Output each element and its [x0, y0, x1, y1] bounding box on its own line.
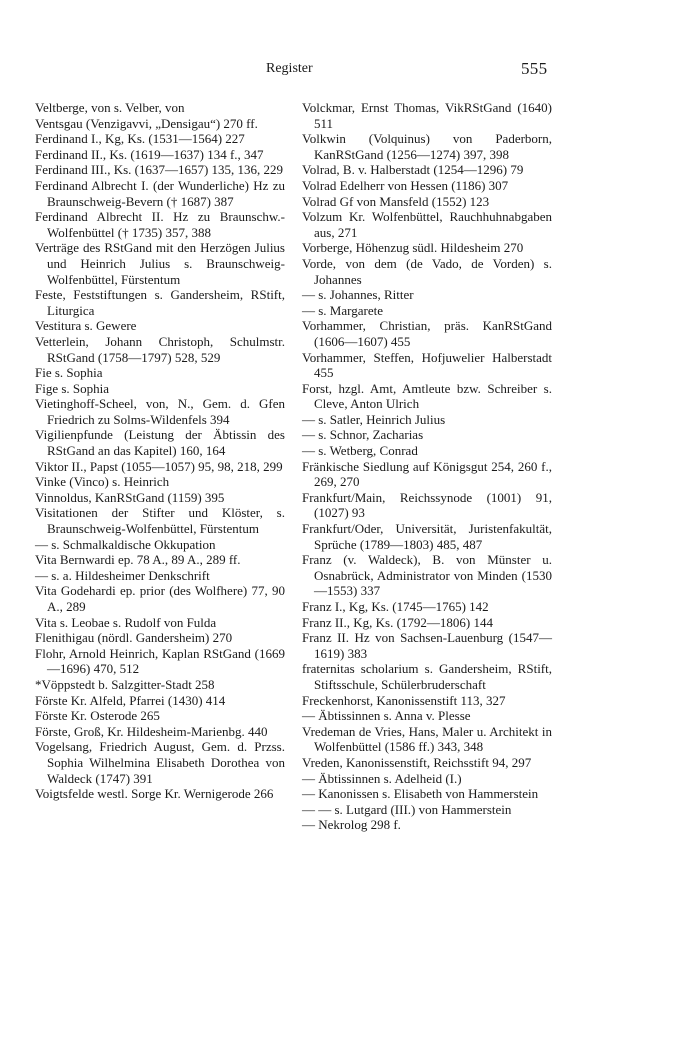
- index-entry: Vorhammer, Steffen, Hofjuwelier Halberstadt 455: [302, 349, 552, 381]
- index-entry: Fige s. Sophia: [35, 380, 110, 396]
- index-entry: Volrad Gf von Mansfeld (1552) 123: [302, 193, 490, 209]
- index-entry: — — s. Lutgard (III.) von Hammerstein: [302, 801, 512, 817]
- index-entry: — s. Schmalkaldische Okkupation: [35, 536, 216, 552]
- index-entry: Franz (v. Waldeck), B. von Münster u. Osnabrück, Administrator von Minden (1530—1553) 337: [302, 552, 552, 599]
- index-entry: — s. a. Hildesheimer Denkschrift: [35, 567, 210, 583]
- index-entry: — Kanonissen s. Elisabeth von Hammerstein: [302, 786, 539, 802]
- index-entry: Vinnoldus, KanRStGand (1159) 395: [35, 489, 225, 505]
- index-entry: Förste, Groß, Kr. Hildesheim-Marienbg. 440: [35, 723, 268, 739]
- index-entry: — s. Schnor, Zacharias: [302, 427, 424, 443]
- index-entry: fraternitas scholarium s. Gandersheim, RStift, Stiftsschule, Schülerbruderschaft: [302, 661, 552, 692]
- index-entry: Frankfurt/Oder, Universität, Juristenfakultät, Sprüche (1789—1803) 485, 487: [302, 521, 552, 552]
- index-entry: Volrad Edelherr von Hessen (1186) 307: [302, 177, 509, 193]
- index-entry: Ferdinand I., Kg, Ks. (1531—1564) 227: [35, 131, 245, 147]
- index-entry: Volrad, B. v. Halberstadt (1254—1296) 79: [302, 162, 524, 178]
- index-entry: Ferdinand Albrecht I. (der Wunderliche) Hz zu Braunschweig-Bevern († 1687) 387: [35, 177, 285, 209]
- index-entry: Volzum Kr. Wolfenbüttel, Rauchhuhnabgaben aus, 271: [302, 209, 552, 240]
- index-entry: Voigtsfelde westl. Sorge Kr. Wernigerode 266: [35, 786, 274, 802]
- index-entry: — s. Johannes, Ritter: [302, 287, 414, 303]
- index-entry: — s. Wetberg, Conrad: [302, 443, 418, 459]
- page-number: 555: [521, 59, 548, 78]
- index-entry: Verträge des RStGand mit den Herzögen Julius und Heinrich Julius s. Braunschweig-Wolfenbüttel, Fürstentum: [35, 240, 285, 287]
- index-entry: Franz I., Kg, Ks. (1745—1765) 142: [302, 599, 489, 614]
- index-entry: Franz II. Hz von Sachsen-Lauenburg (1547—1619) 383: [302, 630, 552, 661]
- index-entry: Fränkische Siedlung auf Königsgut 254, 260 f., 269, 270: [302, 458, 552, 490]
- index-entry: — Äbtissinnen s. Anna v. Plesse: [302, 708, 471, 724]
- index-entry: Veltberge, von s. Velber, von: [35, 100, 185, 115]
- index-entry: Fie s. Sophia: [35, 365, 103, 381]
- index-column-left: [35, 100, 285, 802]
- index-entry: Vinke (Vinco) s. Heinrich: [35, 474, 170, 490]
- index-entry: — Nekrolog 298 f.: [302, 817, 401, 833]
- index-entry: Förste Kr. Osterode 265: [35, 708, 160, 724]
- index-entry: Forst, hzgl. Amt, Amtleute bzw. Schreiber s. Cleve, Anton Ulrich: [302, 380, 552, 412]
- index-entry: Ferdinand Albrecht II. Hz zu Braunschw.-Wolfenbüttel († 1735) 357, 388: [35, 209, 285, 240]
- index-entry: Flenithigau (nördl. Gandersheim) 270: [35, 630, 233, 646]
- running-title: Register: [266, 61, 313, 76]
- index-entry: Vestitura s. Gewere: [35, 318, 137, 334]
- index-entry: — s. Satler, Heinrich Julius: [302, 411, 446, 427]
- page-header: [0, 59, 700, 83]
- index-entry: Freckenhorst, Kanonissenstift 113, 327: [302, 692, 506, 708]
- index-entry: Vogelsang, Friedrich August, Gem. d. Przss. Sophia Wilhelmina Elisabeth Dorothea von Waldeck (1747) 391: [35, 739, 285, 786]
- index-entry: Feste, Feststiftungen s. Gandersheim, RStift, Liturgica: [35, 287, 285, 318]
- index-entry: *Vöppstedt b. Salzgitter-Stadt 258: [35, 676, 215, 692]
- index-entry: Franz II., Kg, Ks. (1792—1806) 144: [302, 614, 494, 630]
- index-entry: Vita Godehardi ep. prior (des Wolfhere) 77, 90 A., 289: [35, 583, 285, 614]
- index-entry: Vorhammer, Christian, präs. KanRStGand (1606—1607) 455: [302, 318, 552, 349]
- index-entry: Förste Kr. Alfeld, Pfarrei (1430) 414: [35, 692, 226, 708]
- index-entry: Ferdinand II., Ks. (1619—1637) 134 f., 347: [35, 146, 264, 162]
- index-column-right: [302, 100, 552, 833]
- index-entry: Ventsgau (Venzigavvi, „Densigau“) 270 ff.: [35, 115, 258, 131]
- index-entry: Volkwin (Volquinus) von Paderborn, KanRStGand (1256—1274) 397, 398: [302, 131, 552, 162]
- index-entry: Vreden, Kanonissenstift, Reichsstift 94, 297: [302, 754, 532, 770]
- index-entry: Viktor II., Papst (1055—1057) 95, 98, 218, 299: [35, 458, 283, 474]
- index-entry: Vredeman de Vries, Hans, Maler u. Architekt in Wolfenbüttel (1586 ff.) 343, 348: [302, 723, 552, 755]
- index-entry: Visitationen der Stifter und Klöster, s. Braunschweig-Wolfenbüttel, Fürstentum: [35, 505, 285, 537]
- index-entry: Vita s. Leobae s. Rudolf von Fulda: [35, 614, 217, 630]
- index-entry: Volckmar, Ernst Thomas, VikRStGand (1640) 511: [302, 100, 552, 131]
- index-entry: Vorde, von dem (de Vado, de Vorden) s. Johannes: [302, 255, 552, 287]
- index-entry: Vita Bernwardi ep. 78 A., 89 A., 289 ff.: [35, 552, 241, 568]
- index-entry: Flohr, Arnold Heinrich, Kaplan RStGand (1669—1696) 470, 512: [35, 645, 285, 677]
- index-entry: Vigilienpfunde (Leistung der Äbtissin des RStGand an das Kapitel) 160, 164: [35, 427, 285, 459]
- index-entry: Ferdinand III., Ks. (1637—1657) 135, 136, 229: [35, 162, 284, 178]
- index-entry: — Äbtissinnen s. Adelheid (I.): [302, 770, 462, 786]
- index-entry: Frankfurt/Main, Reichssynode (1001) 91, (1027) 93: [302, 489, 552, 521]
- index-entry: — s. Margarete: [302, 302, 383, 318]
- index-entry: Vorberge, Höhenzug südl. Hildesheim 270: [302, 240, 524, 256]
- index-entry: Vetterlein, Johann Christoph, Schulmstr. RStGand (1758—1797) 528, 529: [35, 333, 285, 365]
- index-entry: Vietinghoff-Scheel, von, N., Gem. d. Gfen Friedrich zu Solms-Wildenfels 394: [35, 396, 285, 427]
